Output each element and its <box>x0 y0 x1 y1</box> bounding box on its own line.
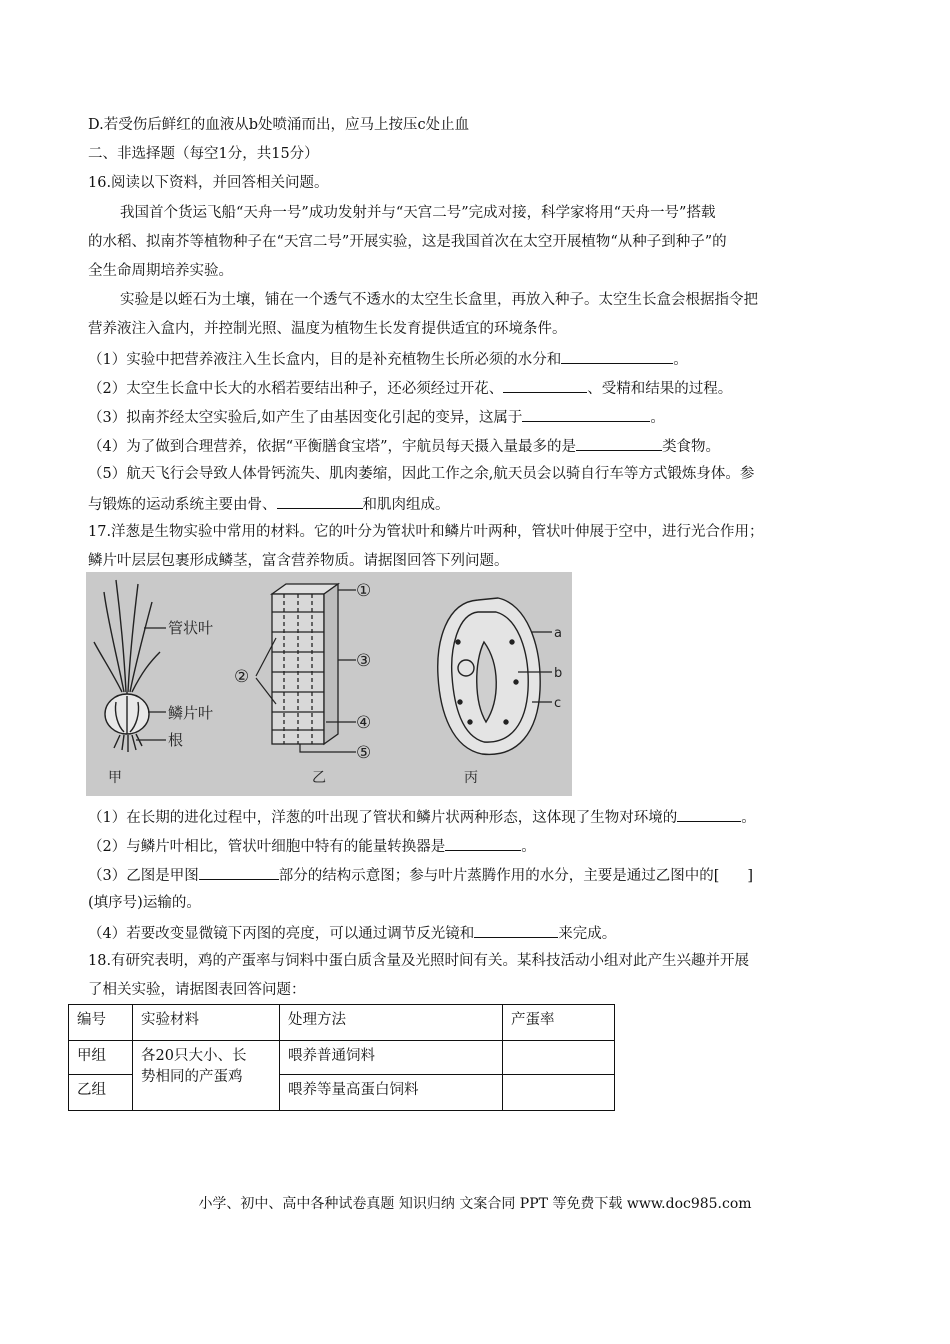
answer-blank[interactable] <box>561 348 673 364</box>
passage-line: 的水稻、拟南芥等植物种子在“天宫二号”开展实验，这是我国首次在太空开展植物“从种子到种子”的 <box>88 234 727 250</box>
q17-intro: 鳞片叶层层包裹形成鳞茎，富含营养物质。请据图回答下列问题。 <box>88 553 509 569</box>
q17-sub3-cont: (填序号)运输的。 <box>88 895 201 911</box>
answer-blank[interactable] <box>576 435 662 451</box>
label-root: 根 <box>168 731 184 749</box>
group-cell: 乙组 <box>69 1075 133 1111</box>
experiment-table <box>68 1004 615 1111</box>
q17-sub1: （1）在长期的进化过程中，洋葱的叶出现了管状和鳞片状两种形态，这体现了生物对环境的 。 <box>88 806 756 828</box>
marker-b: b <box>554 666 563 681</box>
panel-label-bing: 丙 <box>464 770 478 786</box>
answer-blank[interactable] <box>474 922 558 938</box>
passage-line: 营养液注入盒内，并控制光照、温度为植物生长发育提供适宜的环境条件。 <box>88 321 567 337</box>
table-header: 处理方法 <box>280 1005 503 1041</box>
answer-blank[interactable] <box>677 806 741 822</box>
marker-4: ④ <box>356 713 372 733</box>
q16-sub5-cont: 与锻炼的运动系统主要由骨、 和肌肉组成。 <box>88 493 450 515</box>
passage-line: 实验是以蛭石为土壤，铺在一个透气不透水的太空生长盒里，再放入种子。太空生长盒会根据指令把 <box>120 292 758 308</box>
table-header: 编号 <box>69 1005 133 1041</box>
onion-figure <box>86 572 572 796</box>
table-header: 产蛋率 <box>503 1005 615 1041</box>
q16-sub5: （5）航天飞行会导致人体骨钙流失、肌肉萎缩，因此工作之余,航天员会以骑自行车等方式锻炼身体。参 <box>88 466 755 482</box>
option-d-text: D.若受伤后鲜红的血液从b处喷涌而出，应马上按压c处止血 <box>88 117 470 133</box>
answer-blank[interactable] <box>503 377 587 393</box>
q17-sub2: （2）与鳞片叶相比，管状叶细胞中特有的能量转换器是 。 <box>88 835 536 857</box>
marker-2: ② <box>234 667 250 687</box>
q17-sub3: （3）乙图是甲图 部分的结构示意图；参与叶片蒸腾作用的水分，主要是通过乙图中的[ ] <box>88 864 753 886</box>
q17-intro: 17.洋葱是生物实验中常用的材料。它的叶分为管状叶和鳞片叶两种，管状叶伸展于空中，进行光合作用； <box>88 524 764 540</box>
q18-intro: 了相关实验，请据图表回答问题： <box>88 982 306 998</box>
panel-label-jia: 甲 <box>108 770 122 786</box>
rate-cell[interactable] <box>503 1075 615 1111</box>
q16-sub3: （3）拟南芥经太空实验后,如产生了由基因变化引起的变异，这属于 。 <box>88 406 665 428</box>
method-cell: 喂养等量高蛋白饲料 <box>280 1075 503 1111</box>
method-cell: 喂养普通饲料 <box>280 1041 503 1075</box>
marker-3: ③ <box>356 651 372 671</box>
q16-sub1: （1）实验中把营养液注入生长盒内，目的是补充植物生长所必须的水分和 。 <box>88 348 688 370</box>
section-heading: 二、非选择题（每空1分，共15分） <box>88 146 319 162</box>
passage-line: 我国首个货运飞船“天舟一号”成功发射并与“天宫二号”完成对接，科学家将用“天舟一号”搭载 <box>120 205 716 221</box>
marker-a: a <box>554 626 562 641</box>
material-cell: 各20只大小、长 势相同的产蛋鸡 <box>133 1041 280 1111</box>
answer-blank[interactable] <box>445 835 521 851</box>
table-header: 实验材料 <box>133 1005 280 1041</box>
answer-blank[interactable] <box>522 406 650 422</box>
onion-plant-drawing <box>94 580 160 752</box>
q18-intro: 18.有研究表明，鸡的产蛋率与饲料中蛋白质含量及光照时间有关。某科技活动小组对此产生兴趣并开展 <box>88 953 750 969</box>
table-header-row <box>69 1005 615 1041</box>
leaf-section-drawing <box>272 584 338 744</box>
marker-5: ⑤ <box>356 743 372 763</box>
q16-sub4: （4）为了做到合理营养，依据“平衡膳食宝塔”，宇航员每天摄入量最多的是 类食物。 <box>88 435 720 457</box>
passage-line: 全生命周期培养实验。 <box>88 263 233 279</box>
panel-label-yi: 乙 <box>312 770 326 786</box>
q16-sub2: （2）太空生长盒中长大的水稻若要结出种子，还必须经过开花、 、受精和结果的过程。 <box>88 377 732 399</box>
rate-cell[interactable] <box>503 1041 615 1075</box>
guard-cell-drawing <box>438 598 540 754</box>
table-row <box>69 1041 615 1075</box>
q16-title: 16.阅读以下资料，并回答相关问题。 <box>88 175 329 191</box>
group-cell: 甲组 <box>69 1041 133 1075</box>
label-tubular-leaf: 管状叶 <box>168 619 214 637</box>
marker-1: ① <box>356 581 372 601</box>
marker-c: c <box>554 696 562 711</box>
label-scale-leaf: 鳞片叶 <box>168 704 214 722</box>
answer-blank[interactable] <box>277 493 363 509</box>
answer-blank[interactable] <box>199 864 279 880</box>
page-footer: 小学、初中、高中各种试卷真题 知识归纳 文案合同 PPT 等免费下载 www.doc985.com <box>198 1196 752 1212</box>
q17-sub4: （4）若要改变显微镜下丙图的亮度，可以通过调节反光镜和 来完成。 <box>88 922 616 944</box>
